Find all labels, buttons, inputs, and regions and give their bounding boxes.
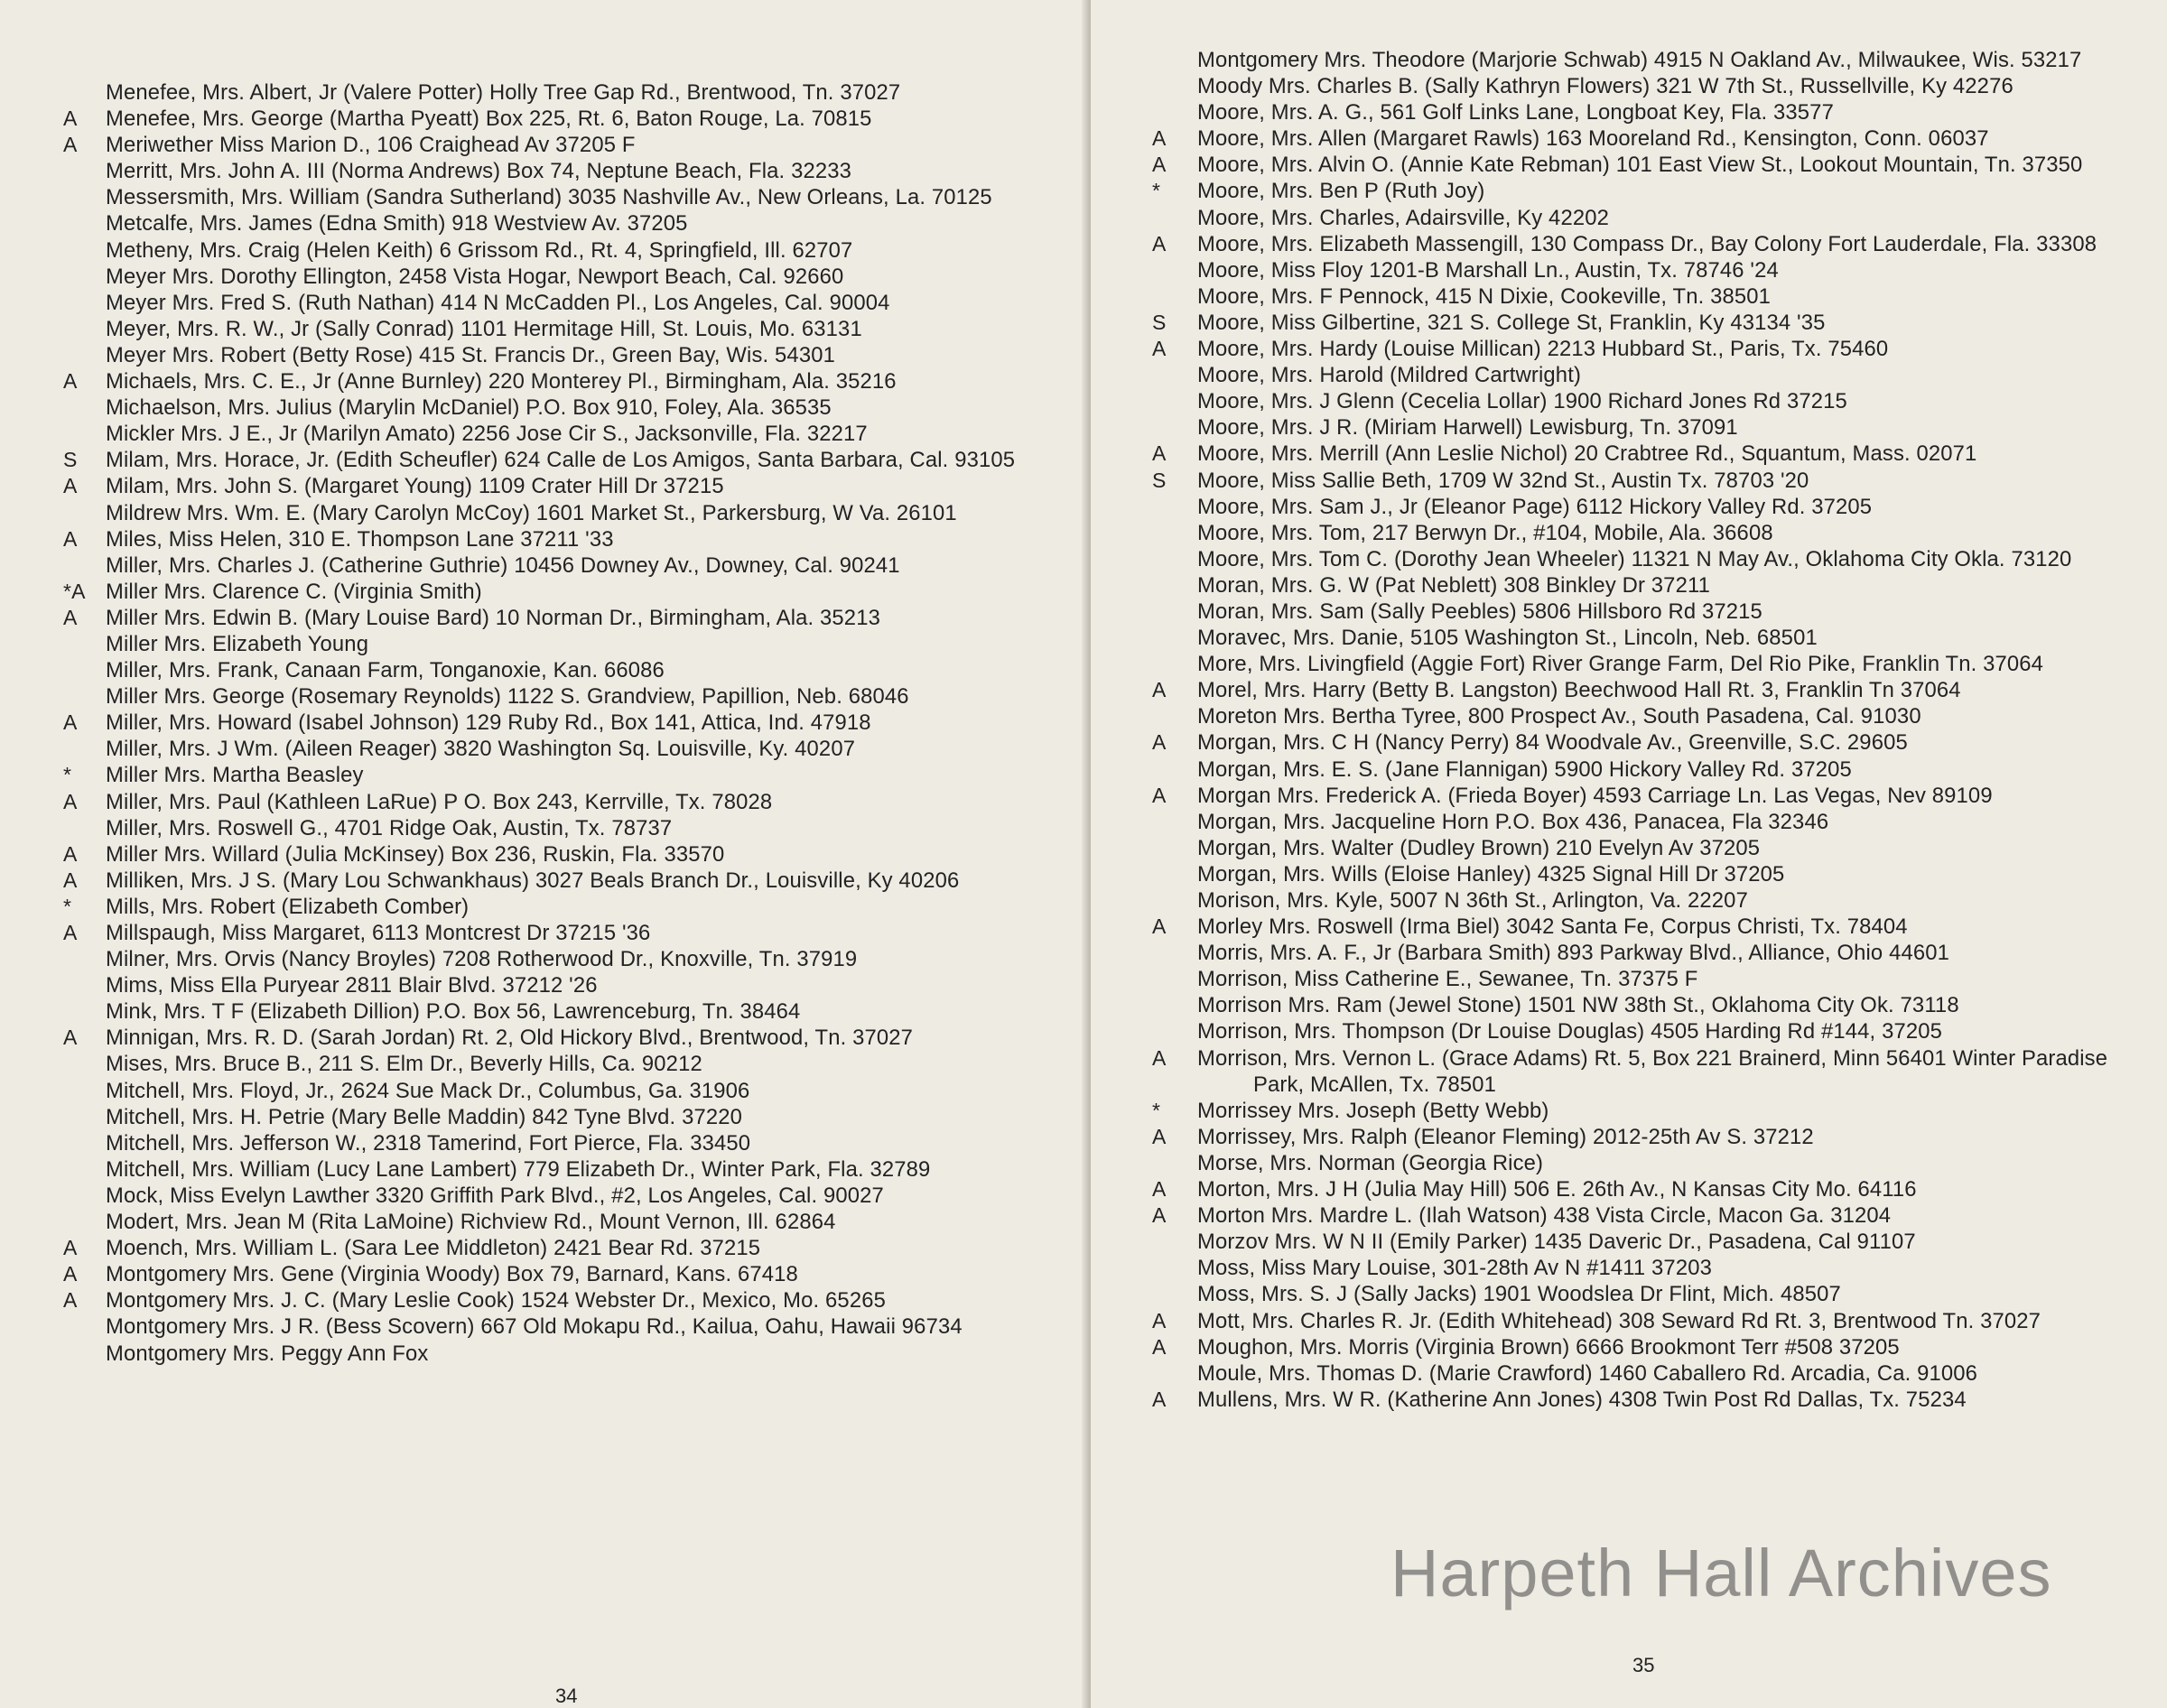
directory-entry <box>1091 914 2156 940</box>
entry-text: Meyer Mrs. Fred S. (Ruth Nathan) 414 N McCadden Pl., Los Angeles, Cal. 90004 <box>106 290 890 315</box>
entry-mark: A <box>63 369 78 394</box>
directory-entry <box>1091 1334 2156 1360</box>
directory-entry <box>0 500 1074 526</box>
directory-entry <box>0 579 1074 605</box>
entry-text: Mitchell, Mrs. Jefferson W., 2318 Tamerind, Fort Pierce, Fla. 33450 <box>106 1130 751 1156</box>
entry-text: Meriwether Miss Marion D., 106 Craighead Av 37205 F <box>106 133 636 158</box>
entry-text: Mims, Miss Ella Puryear 2811 Blair Blvd. 37212 '26 <box>106 973 598 998</box>
entry-text: Moore, Miss Gilbertine, 321 S. College St, Franklin, Ky 43134 '35 <box>1197 310 1826 335</box>
directory-entry <box>1091 310 2156 336</box>
directory-entry <box>0 841 1074 868</box>
entry-text: Meyer Mrs. Dorothy Ellington, 2458 Vista Hogar, Newport Beach, Cal. 92660 <box>106 264 844 289</box>
directory-entry <box>1091 1387 2156 1413</box>
directory-entry <box>1091 1308 2156 1334</box>
entry-text: Miller Mrs. Clarence C. (Virginia Smith) <box>106 579 482 604</box>
entry-text: Moore, Mrs. Ben P (Ruth Joy) <box>1197 179 1485 204</box>
entry-text: Miller Mrs. Elizabeth Young <box>106 631 369 656</box>
entry-text: Moss, Mrs. S. J (Sally Jacks) 1901 Woodslea Dr Flint, Mich. 48507 <box>1197 1282 1841 1307</box>
directory-entry <box>1091 152 2156 178</box>
entry-text: Moss, Miss Mary Louise, 301-28th Av N #1411 37203 <box>1197 1256 1712 1281</box>
entry-text: Morgan, Mrs. Wills (Eloise Hanley) 4325 Signal Hill Dr 37205 <box>1197 861 1785 886</box>
entry-text: Mitchell, Mrs. H. Petrie (Mary Belle Maddin) 842 Tyne Blvd. 37220 <box>106 1104 742 1129</box>
directory-entry <box>1091 599 2156 625</box>
entry-text: Morgan, Mrs. Jacqueline Horn P.O. Box 436, Panacea, Fla 32346 <box>1197 809 1829 834</box>
directory-entry <box>1091 1018 2156 1044</box>
directory-entry <box>0 868 1074 894</box>
entry-text: Morrison, Mrs. Vernon L. (Grace Adams) Rt. 5, Box 221 Brainerd, Minn 56401 Winter Paradise Park, McAllen, Tx. 78501 <box>1197 1045 2108 1097</box>
directory-entry <box>0 184 1074 210</box>
entry-text: Menefee, Mrs. Albert, Jr (Valere Potter) Holly Tree Gap Rd., Brentwood, Tn. 37027 <box>106 80 901 105</box>
entry-text: More, Mrs. Livingfield (Aggie Fort) River Grange Farm, Del Rio Pike, Franklin Tn. 37064 <box>1197 652 2044 677</box>
entry-text: Morgan, Mrs. C H (Nancy Perry) 84 Woodvale Av., Greenville, S.C. 29605 <box>1197 730 1908 756</box>
directory-entry <box>1091 1360 2156 1387</box>
entry-mark: A <box>63 710 78 735</box>
directory-entry <box>1091 414 2156 441</box>
directory-entry <box>0 789 1074 815</box>
directory-entry <box>1091 1202 2156 1229</box>
directory-entry <box>1091 966 2156 992</box>
directory-entry <box>1091 1098 2156 1124</box>
entry-mark: A <box>1152 914 1167 939</box>
directory-entry <box>1091 783 2156 809</box>
entry-mark: A <box>63 1262 78 1286</box>
entry-text: Moore, Mrs. Tom, 217 Berwyn Dr., #104, Mobile, Ala. 36608 <box>1197 520 1773 545</box>
directory-entry <box>0 1261 1074 1287</box>
entry-text: Morzov Mrs. W N II (Emily Parker) 1435 Daveric Dr., Pasadena, Cal 91107 <box>1197 1230 1916 1255</box>
entry-text: Morgan, Mrs. E. S. (Jane Flannigan) 5900 Hickory Valley Rd. 37205 <box>1197 757 1852 782</box>
directory-entry <box>0 972 1074 998</box>
entry-text: Miller Mrs. George (Rosemary Reynolds) 1122 S. Grandview, Papillion, Neb. 68046 <box>106 684 909 710</box>
entry-text: Moran, Mrs. G. W (Pat Neblett) 308 Binkley Dr 37211 <box>1197 572 1710 598</box>
directory-entry <box>0 631 1074 657</box>
directory-entry <box>0 762 1074 788</box>
entry-mark: * <box>1152 1098 1161 1122</box>
directory-entry <box>0 290 1074 316</box>
entry-mark: A <box>1152 678 1167 702</box>
directory-entry <box>1091 336 2156 362</box>
entry-mark: S <box>63 448 78 472</box>
directory-entry <box>1091 940 2156 966</box>
entry-text: Miller Mrs. Willard (Julia McKinsey) Box 236, Ruskin, Fla. 33570 <box>106 841 725 867</box>
entry-mark: A <box>63 1026 78 1050</box>
directory-entry <box>0 736 1074 762</box>
directory-list-left <box>0 79 1074 1367</box>
directory-entry <box>0 1130 1074 1156</box>
entry-text: Morrison, Miss Catherine E., Sewanee, Tn. 37375 F <box>1197 967 1698 992</box>
directory-entry <box>0 473 1074 499</box>
directory-entry <box>0 657 1074 683</box>
entry-text: Menefee, Mrs. George (Martha Pyeatt) Box 225, Rt. 6, Baton Rouge, La. 70815 <box>106 107 872 132</box>
entry-mark: A <box>1152 1203 1167 1228</box>
entry-text: Michaelson, Mrs. Julius (Marylin McDaniel) P.O. Box 910, Foley, Ala. 36535 <box>106 395 832 421</box>
entry-mark: A <box>1152 231 1167 255</box>
entry-text: Mitchell, Mrs. Floyd, Jr., 2624 Sue Mack Dr., Columbus, Ga. 31906 <box>106 1078 750 1103</box>
directory-entry <box>1091 546 2156 572</box>
entry-text: Morrison, Mrs. Thompson (Dr Louise Douglas) 4505 Harding Rd #144, 37205 <box>1197 1019 1943 1044</box>
entry-text: Morley Mrs. Roswell (Irma Biel) 3042 Santa Fe, Corpus Christi, Tx. 78404 <box>1197 914 1908 940</box>
entry-text: Merritt, Mrs. John A. III (Norma Andrews) Box 74, Neptune Beach, Fla. 32233 <box>106 159 851 184</box>
entry-text: Mitchell, Mrs. William (Lucy Lane Lambert) 779 Elizabeth Dr., Winter Park, Fla. 32789 <box>106 1156 931 1182</box>
entry-text: Moody Mrs. Charles B. (Sally Kathryn Flowers) 321 W 7th St., Russellville, Ky 42276 <box>1197 74 2014 99</box>
entry-mark: * <box>1152 179 1161 203</box>
directory-entry <box>1091 809 2156 835</box>
entry-text: Montgomery Mrs. Peggy Ann Fox <box>106 1341 429 1366</box>
directory-entry <box>0 1287 1074 1313</box>
entry-mark: S <box>1152 310 1167 334</box>
directory-entry <box>1091 887 2156 914</box>
directory-entry <box>0 1078 1074 1104</box>
entry-text: Miller, Mrs. Paul (Kathleen LaRue) P O. Box 243, Kerrville, Tx. 78028 <box>106 789 773 814</box>
entry-mark: A <box>63 789 78 813</box>
entry-text: Moench, Mrs. William L. (Sara Lee Middleton) 2421 Bear Rd. 37215 <box>106 1236 761 1261</box>
directory-entry <box>0 342 1074 368</box>
directory-entry <box>0 1183 1074 1209</box>
directory-entry <box>0 894 1074 920</box>
directory-entry <box>1091 729 2156 756</box>
entry-text: Miller, Mrs. Frank, Canaan Farm, Tonganoxie, Kan. 66086 <box>106 658 665 683</box>
entry-text: Morrissey Mrs. Joseph (Betty Webb) <box>1197 1098 1549 1123</box>
entry-text: Morgan Mrs. Frederick A. (Frieda Boyer) 4593 Carriage Ln. Las Vegas, Nev 89109 <box>1197 783 1993 808</box>
entry-text: Moore, Miss Floy 1201-B Marshall Ln., Austin, Tx. 78746 '24 <box>1197 257 1779 283</box>
directory-entry <box>1091 835 2156 861</box>
directory-entry <box>0 1051 1074 1077</box>
directory-entry <box>1091 1229 2156 1255</box>
directory-entry <box>1091 1124 2156 1150</box>
directory-entry <box>1091 757 2156 783</box>
directory-entry <box>1091 257 2156 283</box>
entry-text: Moule, Mrs. Thomas D. (Marie Crawford) 1460 Caballero Rd. Arcadia, Ca. 91006 <box>1197 1360 1978 1386</box>
entry-text: Morrison Mrs. Ram (Jewel Stone) 1501 NW 38th St., Oklahoma City Ok. 73118 <box>1197 993 1959 1018</box>
directory-entry <box>0 1235 1074 1261</box>
entry-mark: * <box>63 894 72 918</box>
entry-mark: A <box>63 1288 78 1313</box>
entry-text: Montgomery Mrs. J R. (Bess Scovern) 667 Old Mokapu Rd., Kailua, Oahu, Hawaii 96734 <box>106 1314 963 1340</box>
directory-entry <box>0 79 1074 106</box>
entry-text: Michaels, Mrs. C. E., Jr (Anne Burnley) 220 Monterey Pl., Birmingham, Ala. 35216 <box>106 369 897 395</box>
directory-entry <box>1091 1281 2156 1307</box>
entry-text: Miller, Mrs. Charles J. (Catherine Guthrie) 10456 Downey Av., Downey, Cal. 90241 <box>106 552 900 578</box>
entry-mark: A <box>63 133 78 157</box>
entry-text: Moore, Mrs. J Glenn (Cecelia Lollar) 1900 Richard Jones Rd 37215 <box>1197 389 1847 414</box>
entry-text: Miles, Miss Helen, 310 E. Thompson Lane 37211 '33 <box>106 526 614 552</box>
entry-text: Mills, Mrs. Robert (Elizabeth Comber) <box>106 894 470 919</box>
entry-text: Miller Mrs. Edwin B. (Mary Louise Bard) 10 Norman Dr., Birmingham, Ala. 35213 <box>106 605 880 630</box>
entry-text: Meyer, Mrs. R. W., Jr (Sally Conrad) 1101 Hermitage Hill, St. Louis, Mo. 63131 <box>106 316 862 341</box>
directory-entry <box>0 815 1074 841</box>
entry-text: Morris, Mrs. A. F., Jr (Barbara Smith) 893 Parkway Blvd., Alliance, Ohio 44601 <box>1197 941 1949 966</box>
entry-text: Moore, Mrs. Harold (Mildred Cartwright) <box>1197 363 1582 388</box>
entry-mark: A <box>1152 783 1167 807</box>
entry-text: Moore, Miss Sallie Beth, 1709 W 32nd St., Austin Tx. 78703 '20 <box>1197 468 1809 493</box>
directory-entry <box>1091 651 2156 677</box>
entry-text: Moran, Mrs. Sam (Sally Peebles) 5806 Hillsboro Rd 37215 <box>1197 599 1762 624</box>
directory-entry <box>1091 861 2156 887</box>
entry-mark: A <box>63 921 78 944</box>
right-page <box>1091 0 2167 1708</box>
directory-entry <box>1091 992 2156 1018</box>
directory-entry <box>0 106 1074 132</box>
entry-text: Mises, Mrs. Bruce B., 211 S. Elm Dr., Beverly Hills, Ca. 90212 <box>106 1052 702 1077</box>
directory-entry <box>1091 205 2156 231</box>
entry-text: Moravec, Mrs. Danie, 5105 Washington St., Lincoln, Neb. 68501 <box>1197 626 1818 651</box>
directory-entry <box>1091 1150 2156 1176</box>
directory-entry <box>1091 47 2156 73</box>
directory-entry <box>1091 494 2156 520</box>
entry-text: Morton Mrs. Mardre L. (Ilah Watson) 438 Vista Circle, Macon Ga. 31204 <box>1197 1203 1892 1229</box>
entry-text: Montgomery Mrs. Gene (Virginia Woody) Box 79, Barnard, Kans. 67418 <box>106 1262 798 1287</box>
directory-entry <box>1091 1176 2156 1202</box>
entry-mark: A <box>1152 730 1167 755</box>
directory-entry <box>0 1104 1074 1130</box>
directory-entry <box>1091 73 2156 99</box>
entry-mark: A <box>1152 1045 1167 1070</box>
directory-entry <box>0 1156 1074 1183</box>
entry-mark: A <box>1152 1308 1167 1332</box>
directory-entry <box>0 683 1074 710</box>
directory-entry <box>1091 677 2156 703</box>
directory-entry <box>0 368 1074 395</box>
directory-entry <box>0 447 1074 473</box>
entry-text: Miller, Mrs. Howard (Isabel Johnson) 129 Ruby Rd., Box 141, Attica, Ind. 47918 <box>106 710 871 736</box>
entry-text: Morgan, Mrs. Walter (Dudley Brown) 210 Evelyn Av 37205 <box>1197 835 1761 860</box>
directory-entry <box>1091 388 2156 414</box>
directory-entry <box>1091 231 2156 257</box>
directory-entry <box>1091 703 2156 729</box>
entry-text: Mink, Mrs. T F (Elizabeth Dillion) P.O. Box 56, Lawrenceburg, Tn. 38464 <box>106 999 801 1025</box>
directory-entry <box>0 552 1074 579</box>
directory-entry <box>0 421 1074 447</box>
directory-entry <box>1091 362 2156 388</box>
directory-entry <box>0 710 1074 736</box>
entry-text: Morison, Mrs. Kyle, 5007 N 36th St., Arlington, Va. 22207 <box>1197 888 1748 913</box>
entry-text: Moore, Mrs. F Pennock, 415 N Dixie, Cookeville, Tn. 38501 <box>1197 283 1772 309</box>
entry-text: Miller, Mrs. Roswell G., 4701 Ridge Oak, Austin, Tx. 78737 <box>106 815 673 840</box>
directory-entry <box>0 1209 1074 1235</box>
entry-mark: A <box>1152 153 1167 177</box>
entry-mark: A <box>1152 1334 1167 1359</box>
directory-entry <box>1091 441 2156 467</box>
entry-text: Morse, Mrs. Norman (Georgia Rice) <box>1197 1150 1544 1175</box>
entry-text: Mullens, Mrs. W R. (Katherine Ann Jones) 4308 Twin Post Rd Dallas, Tx. 75234 <box>1197 1387 1967 1412</box>
entry-mark: A <box>1152 126 1167 151</box>
entry-text: Milam, Mrs. John S. (Margaret Young) 1109 Crater Hill Dr 37215 <box>106 474 724 499</box>
page-number-left: 34 <box>555 1685 578 1707</box>
entry-text: Moughon, Mrs. Morris (Virginia Brown) 6666 Brookmont Terr #508 37205 <box>1197 1334 1900 1360</box>
directory-entry <box>0 920 1074 946</box>
entry-text: Meyer Mrs. Robert (Betty Rose) 415 St. Francis Dr., Green Bay, Wis. 54301 <box>106 342 835 367</box>
entry-mark: A <box>63 526 78 551</box>
entry-mark: A <box>63 1236 78 1260</box>
entry-text: Morel, Mrs. Harry (Betty B. Langston) Beechwood Hall Rt. 3, Franklin Tn 37064 <box>1197 678 1961 703</box>
directory-entry <box>1091 1255 2156 1281</box>
entry-text: Milliken, Mrs. J S. (Mary Lou Schwankhaus) 3027 Beals Branch Dr., Louisville, Ky 40206 <box>106 868 960 893</box>
directory-entry <box>0 1313 1074 1340</box>
directory-entry <box>0 316 1074 342</box>
entry-mark: A <box>63 841 78 866</box>
directory-entry <box>0 132 1074 158</box>
entry-mark: A <box>63 107 78 131</box>
entry-mark: A <box>1152 1387 1167 1411</box>
directory-entry <box>0 395 1074 421</box>
directory-entry <box>1091 625 2156 651</box>
entry-text: Moore, Mrs. Alvin O. (Annie Kate Rebman) 101 East View St., Lookout Mountain, Tn. 37350 <box>1197 153 2083 178</box>
entry-text: Metcalfe, Mrs. James (Edna Smith) 918 Westview Av. 37205 <box>106 211 688 237</box>
entry-text: Mott, Mrs. Charles R. Jr. (Edith Whitehead) 308 Seward Rd Rt. 3, Brentwood Tn. 37027 <box>1197 1308 2041 1333</box>
directory-entry <box>0 264 1074 290</box>
entry-text: Metheny, Mrs. Craig (Helen Keith) 6 Grissom Rd., Rt. 4, Springfield, Ill. 62707 <box>106 237 853 263</box>
directory-entry <box>0 998 1074 1025</box>
entry-text: Messersmith, Mrs. William (Sandra Sutherland) 3035 Nashville Av., New Orleans, La. 70125 <box>106 185 992 210</box>
entry-text: Modert, Mrs. Jean M (Rita LaMoine) Richview Rd., Mount Vernon, Ill. 62864 <box>106 1210 836 1235</box>
directory-entry <box>1091 572 2156 599</box>
directory-entry <box>0 605 1074 631</box>
entry-text: Moore, Mrs. Charles, Adairsville, Ky 42202 <box>1197 205 1609 230</box>
directory-entry <box>1091 520 2156 546</box>
directory-entry <box>0 1025 1074 1051</box>
archive-watermark: Harpeth Hall Archives <box>1390 1536 2052 1611</box>
entry-text: Moore, Mrs. Sam J., Jr (Eleanor Page) 6112 Hickory Valley Rd. 37205 <box>1197 494 1873 519</box>
directory-entry <box>1091 468 2156 494</box>
entry-text: Moore, Mrs. A. G., 561 Golf Links Lane, Longboat Key, Fla. 33577 <box>1197 100 1834 125</box>
entry-mark: S <box>1152 468 1167 492</box>
entry-text: Miller, Mrs. J Wm. (Aileen Reager) 3820 Washington Sq. Louisville, Ky. 40207 <box>106 737 856 762</box>
directory-entry <box>1091 283 2156 310</box>
directory-entry <box>1091 178 2156 204</box>
entry-text: Morrissey, Mrs. Ralph (Eleanor Fleming) 2012-25th Av S. 37212 <box>1197 1124 1814 1149</box>
directory-entry <box>0 946 1074 972</box>
entry-text: Miller Mrs. Martha Beasley <box>106 763 364 788</box>
entry-mark: *A <box>63 579 86 603</box>
directory-entry <box>0 1341 1074 1367</box>
entry-text: Millspaugh, Miss Margaret, 6113 Montcrest Dr 37215 '36 <box>106 921 651 945</box>
directory-entry <box>0 158 1074 184</box>
directory-entry <box>0 210 1074 237</box>
directory-entry <box>1091 125 2156 152</box>
entry-text: Moore, Mrs. J R. (Miriam Harwell) Lewisburg, Tn. 37091 <box>1197 415 1738 441</box>
entry-mark: A <box>63 474 78 498</box>
entry-text: Mock, Miss Evelyn Lawther 3320 Griffith Park Blvd., #2, Los Angeles, Cal. 90027 <box>106 1183 884 1208</box>
entry-text: Montgomery Mrs. Theodore (Marjorie Schwab) 4915 N Oakland Av., Milwaukee, Wis. 53217 <box>1197 48 2082 72</box>
entry-mark: A <box>63 605 78 629</box>
directory-list-right <box>1091 47 2156 1413</box>
entry-text: Mildrew Mrs. Wm. E. (Mary Carolyn McCoy) 1601 Market St., Parkersburg, W Va. 26101 <box>106 500 957 525</box>
entry-text: Milam, Mrs. Horace, Jr. (Edith Scheufler) 624 Calle de Los Amigos, Santa Barbara, Cal. 93105 <box>106 448 1016 473</box>
entry-text: Minnigan, Mrs. R. D. (Sarah Jordan) Rt. 2, Old Hickory Blvd., Brentwood, Tn. 37027 <box>106 1026 914 1051</box>
directory-entry <box>1091 99 2156 125</box>
entry-mark: A <box>1152 1124 1167 1148</box>
entry-text: Mickler Mrs. J E., Jr (Marilyn Amato) 2256 Jose Cir S., Jacksonville, Fla. 32217 <box>106 422 868 447</box>
directory-entry <box>1091 1045 2156 1098</box>
entry-text: Moore, Mrs. Merrill (Ann Leslie Nichol) 20 Crabtree Rd., Squantum, Mass. 02071 <box>1197 441 1977 467</box>
entry-mark: A <box>1152 337 1167 361</box>
entry-mark: * <box>63 763 72 787</box>
entry-text: Moore, Mrs. Allen (Margaret Rawls) 163 Mooreland Rd., Kensington, Conn. 06037 <box>1197 126 1989 152</box>
entry-text: Moreton Mrs. Bertha Tyree, 800 Prospect Av., South Pasadena, Cal. 91030 <box>1197 704 1921 729</box>
entry-mark: A <box>1152 441 1167 466</box>
entry-text: Morton, Mrs. J H (Julia May Hill) 506 E. 26th Av., N Kansas City Mo. 64116 <box>1197 1177 1917 1202</box>
entry-text: Moore, Mrs. Hardy (Louise Millican) 2213 Hubbard St., Paris, Tx. 75460 <box>1197 337 1889 362</box>
entry-mark: A <box>1152 1177 1167 1202</box>
directory-entry <box>0 526 1074 552</box>
entry-text: Moore, Mrs. Tom C. (Dorothy Jean Wheeler) 11321 N May Av., Oklahoma City Okla. 73120 <box>1197 546 2072 571</box>
entry-text: Montgomery Mrs. J. C. (Mary Leslie Cook) 1524 Webster Dr., Mexico, Mo. 65265 <box>106 1288 886 1313</box>
entry-text: Milner, Mrs. Orvis (Nancy Broyles) 7208 Rotherwood Dr., Knoxville, Tn. 37919 <box>106 947 858 972</box>
entry-mark: A <box>63 868 78 892</box>
entry-text: Moore, Mrs. Elizabeth Massengill, 130 Compass Dr., Bay Colony Fort Lauderdale, Fla. 33308 <box>1197 231 2097 256</box>
directory-entry <box>0 237 1074 264</box>
page-number-right: 35 <box>1632 1654 1655 1676</box>
